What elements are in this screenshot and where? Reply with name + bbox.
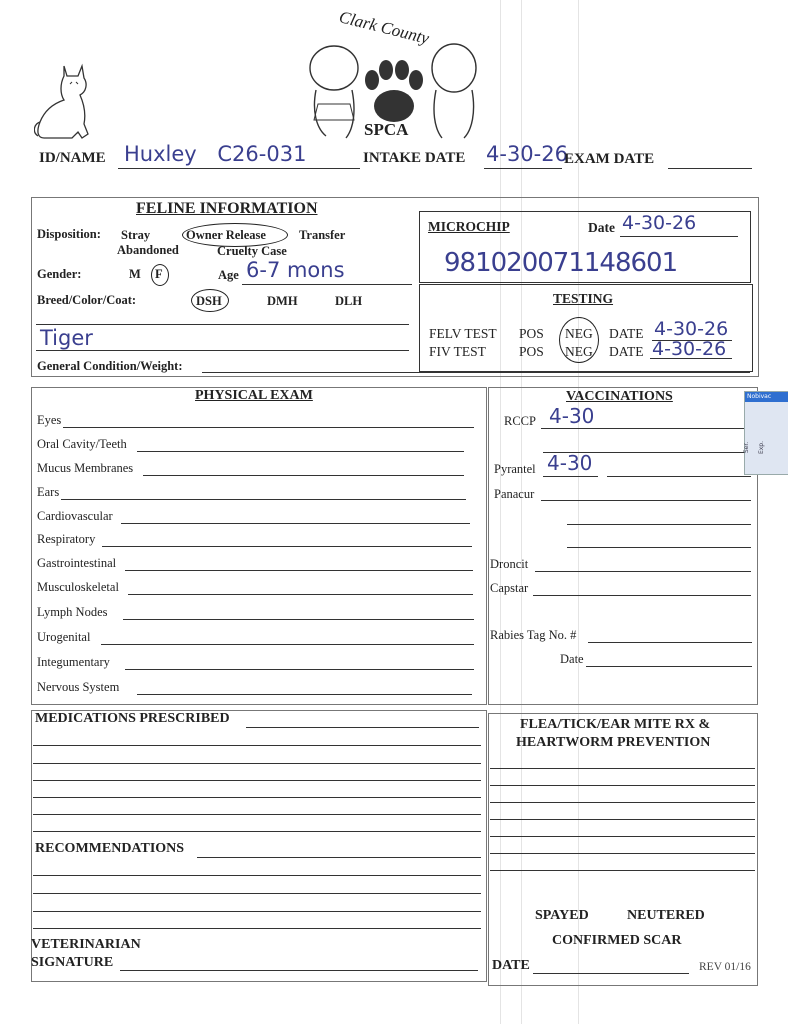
exam-item-uro: Urogenital (37, 630, 91, 644)
confirmed-scar-label[interactable]: CONFIRMED SCAR (552, 933, 682, 948)
exam-line-oral[interactable] (137, 451, 464, 452)
exam-item-ears: Ears (37, 485, 60, 499)
exam-item-eyes: Eyes (37, 413, 62, 427)
disposition-stray[interactable]: Stray (121, 228, 151, 242)
exam-line-lymph[interactable] (123, 619, 474, 620)
panacur-label: Panacur (494, 487, 535, 501)
microchip-title: MICROCHIP (428, 219, 510, 234)
med-line-4[interactable] (33, 797, 481, 798)
color-line-2[interactable] (36, 350, 409, 351)
rccp-line[interactable] (541, 428, 749, 429)
gender-label: Gender: (37, 267, 82, 281)
flea-title-1: FLEA/TICK/EAR MITE RX & (520, 717, 711, 732)
general-condition-line[interactable] (202, 372, 750, 373)
rec-line-4[interactable] (33, 928, 481, 929)
panacur-line[interactable] (541, 500, 751, 501)
exam-item-lymph: Lymph Nodes (37, 605, 108, 619)
med-line-2[interactable] (33, 763, 481, 764)
fiv-date-label: DATE (609, 344, 644, 359)
exam-line-cardio[interactable] (121, 523, 470, 524)
revision-label: REV 01/16 (699, 961, 751, 973)
disposition-abandoned[interactable]: Abandoned (117, 243, 179, 257)
capstar-label: Capstar (490, 581, 529, 595)
flea-line-2[interactable] (490, 785, 755, 786)
feline-information-title: FELINE INFORMATION (136, 200, 318, 217)
sticker-line-exp: Exp. (758, 440, 766, 455)
physical-exam-title: PHYSICAL EXAM (195, 388, 313, 403)
med-line-5[interactable] (33, 814, 481, 815)
disposition-label: Disposition: (37, 227, 101, 241)
cat-illustration (34, 62, 94, 144)
pyrantel-line-b[interactable] (607, 476, 751, 477)
droncit-label: Droncit (490, 557, 529, 571)
breed-label: Breed/Color/Coat: (37, 293, 137, 307)
exam-line-musculo[interactable] (128, 594, 473, 595)
age-line[interactable] (242, 284, 412, 285)
flea-title-2: HEARTWORM PREVENTION (516, 735, 711, 750)
breed-dlh[interactable]: DLH (335, 294, 363, 308)
exam-date-line[interactable] (668, 168, 752, 169)
disposition-cruelty-case[interactable]: Cruelty Case (217, 244, 287, 258)
microchip-number: 981020071148601 (444, 248, 678, 278)
neutered-label[interactable]: NEUTERED (627, 908, 705, 923)
rec-line-2[interactable] (33, 893, 481, 894)
age-value: 6-7 mons (246, 258, 345, 282)
exam-line-integ[interactable] (125, 669, 474, 670)
exam-line-nervous[interactable] (137, 694, 472, 695)
id-name-value: Huxley C26-031 (124, 142, 307, 166)
id-name-line[interactable] (118, 168, 360, 169)
exam-line-ears[interactable] (61, 499, 466, 500)
intake-date-line[interactable] (484, 168, 562, 169)
disposition-transfer[interactable]: Transfer (299, 228, 346, 242)
exam-item-integ: Integumentary (37, 655, 110, 669)
flea-line-7[interactable] (490, 870, 755, 871)
med-line-6[interactable] (33, 831, 481, 832)
microchip-date-value: 4-30-26 (622, 212, 697, 234)
intake-date-value: 4-30-26 (486, 142, 568, 166)
exam-line-uro[interactable] (101, 644, 474, 645)
felv-test-label: FELV TEST (429, 326, 497, 341)
fiv-date-value: 4-30-26 (652, 338, 727, 360)
exam-item-nervous: Nervous System (37, 680, 120, 694)
signature-label: SIGNATURE (31, 955, 114, 970)
recommendations-title: RECOMMENDATIONS (35, 841, 185, 856)
exam-item-cardio: Cardiovascular (37, 509, 113, 523)
flea-date-line[interactable] (533, 973, 689, 974)
med-line-0[interactable] (246, 727, 479, 728)
fiv-neg[interactable]: NEG (565, 344, 593, 359)
rccp-value: 4-30 (549, 404, 595, 428)
fiv-pos[interactable]: POS (519, 344, 544, 359)
breed-dmh[interactable]: DMH (267, 294, 298, 308)
id-name-label: ID/NAME (39, 150, 106, 166)
flea-line-3[interactable] (490, 802, 755, 803)
sticker-line-ser: Ser. (743, 441, 751, 454)
flea-line-1[interactable] (490, 768, 755, 769)
flea-line-6[interactable] (490, 853, 755, 854)
rabies-tag-line[interactable] (588, 642, 752, 643)
intake-date-label: INTAKE DATE (363, 150, 466, 166)
color-value: Tiger (40, 326, 93, 350)
exam-item-mucus: Mucus Membranes (37, 461, 134, 475)
testing-title: TESTING (553, 291, 614, 306)
disposition-owner-release[interactable]: Owner Release (186, 228, 266, 242)
exam-item-resp: Respiratory (37, 532, 96, 546)
signature-line[interactable] (120, 970, 478, 971)
exam-item-oral: Oral Cavity/Teeth (37, 437, 127, 451)
flea-date-label: DATE (492, 958, 530, 973)
flea-line-4[interactable] (490, 819, 755, 820)
felv-pos[interactable]: POS (519, 326, 544, 341)
med-line-3[interactable] (33, 780, 481, 781)
felv-date-value: 4-30-26 (654, 318, 729, 340)
gender-m[interactable]: M (129, 267, 141, 281)
microchip-date-line[interactable] (620, 236, 738, 237)
pyrantel-line-a[interactable] (543, 476, 598, 477)
pyrantel-label: Pyrantel (494, 462, 536, 476)
rccp-label: RCCP (504, 414, 536, 428)
org-arc-text: Clark County (337, 7, 432, 48)
exam-date-label: EXAM DATE (564, 151, 655, 167)
breed-dsh[interactable]: DSH (196, 294, 222, 308)
general-condition-label: General Condition/Weight: (37, 359, 183, 373)
felv-neg[interactable]: NEG (565, 326, 593, 341)
flea-line-5[interactable] (490, 836, 755, 837)
vaccinations-title: VACCINATIONS (566, 389, 673, 404)
rec-line-1[interactable] (33, 875, 481, 876)
rabies-date-label: Date (560, 652, 584, 666)
med-line-1[interactable] (33, 745, 481, 746)
age-label: Age (218, 268, 239, 282)
microchip-date-label: Date (588, 220, 615, 235)
rec-line-0[interactable] (197, 857, 481, 858)
vacc-blank-line-2[interactable] (567, 524, 751, 525)
gender-f[interactable]: F (155, 267, 163, 281)
rabies-tag-label: Rabies Tag No. # (490, 628, 577, 642)
vaccine-sticker (744, 391, 788, 475)
exam-line-resp[interactable] (102, 546, 472, 547)
color-line-1[interactable] (36, 324, 409, 325)
rabies-date-line[interactable] (586, 666, 752, 667)
spayed-label[interactable]: SPAYED (535, 908, 589, 923)
rec-line-3[interactable] (33, 911, 481, 912)
capstar-line[interactable] (533, 595, 751, 596)
exam-item-musculo: Musculoskeletal (37, 580, 119, 594)
medications-title: MEDICATIONS PRESCRIBED (35, 711, 230, 726)
exam-line-mucus[interactable] (143, 475, 464, 476)
droncit-line[interactable] (535, 571, 751, 572)
exam-line-gi[interactable] (125, 570, 473, 571)
vacc-blank-line-3[interactable] (567, 547, 751, 548)
fiv-test-label: FIV TEST (429, 344, 486, 359)
veterinarian-label: VETERINARIAN (31, 937, 141, 952)
exam-line-eyes[interactable] (63, 427, 474, 428)
felv-date-label: DATE (609, 326, 644, 341)
vaccinations-section (488, 387, 758, 705)
pyrantel-value: 4-30 (547, 451, 593, 475)
exam-item-gi: Gastrointestinal (37, 556, 117, 570)
sticker-brand: Nobivac (745, 392, 788, 402)
org-name: SPCA (364, 120, 409, 139)
